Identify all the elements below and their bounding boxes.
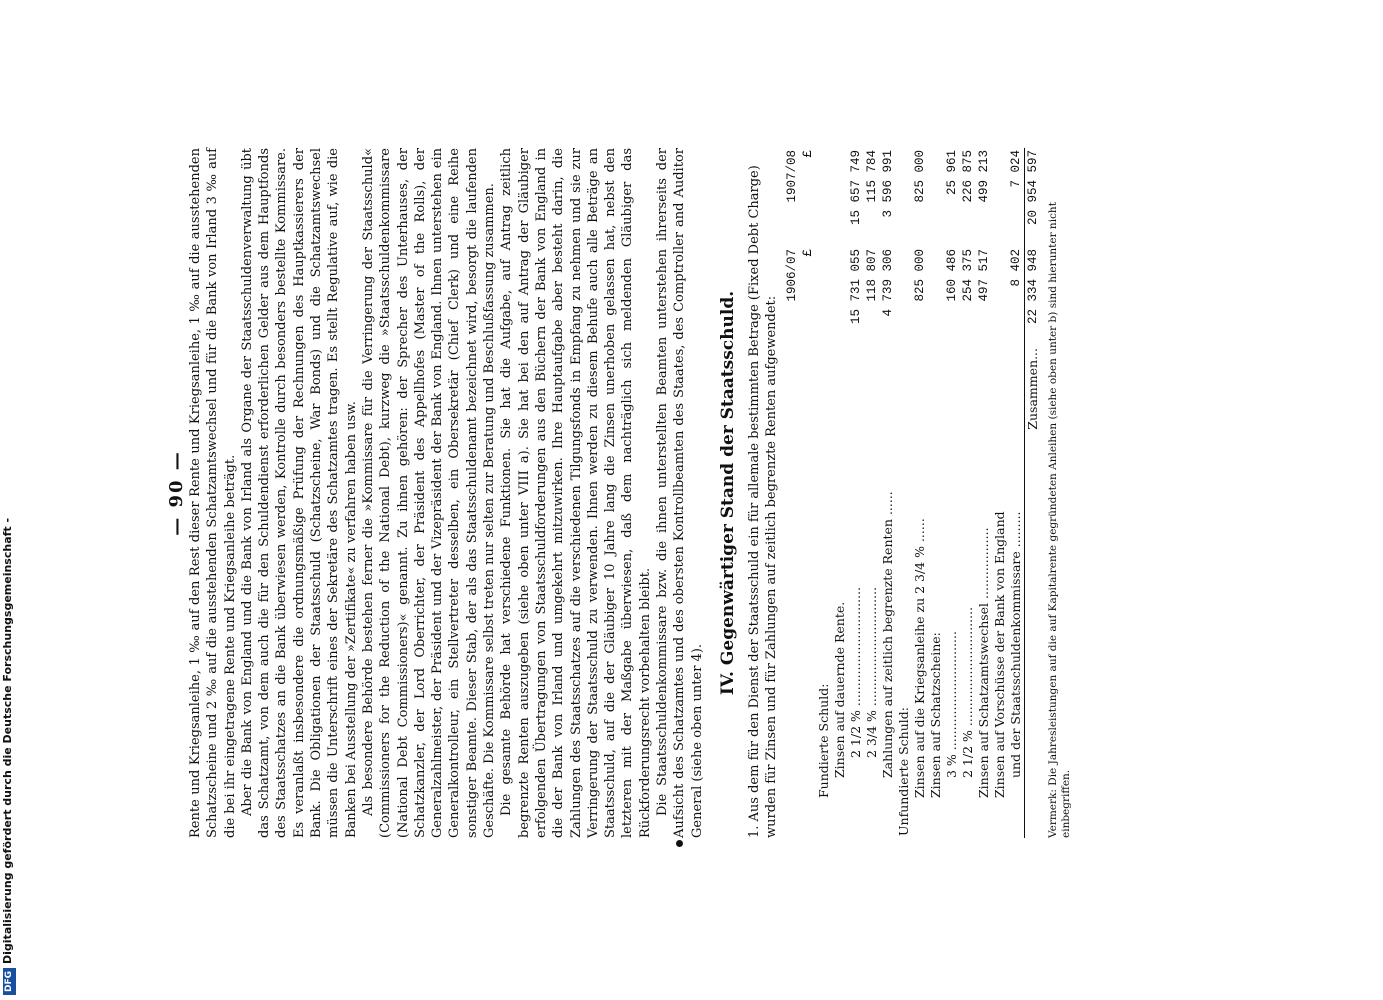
row-label: 2 3/4 % .............................. — [863, 586, 879, 758]
paragraph-2: Aber die Bank von England und die Bank von Irland als Organe der Staatsschuldenverwaltung übt das Schatzamt, von dem auch die für den Schuldendienst erforderlichen Gelder aus dem Hauptfonds des Staatsschatzes an die Bank überwiesen werden, Kontrolle durch besonders bestellte Kommissare. Es veranlaßt insbesondere die ordnungsmäßige Prüfung der Rechnungen des Hauptkassierers der Bank. Die Obligationen der Staatsschuld (Schatzscheine, War Bonds) und die Schatzamtswechsel müssen die Unterschrift eines der Sekretäre des Schatzamtes tragen. Es stellt Regulative auf, wie die Banken bei Ausstellung der »Zertifikate« zu verfahren haben usw. — [239, 148, 359, 838]
dfg-credit-line: DFGDigitalisierung gefördert durch die Deutsche Forschungsgemeinschaft - — [1, 595, 15, 995]
row-label: Zinsen auf dauernde Rente. — [831, 601, 847, 778]
row-value-b — [992, 148, 1008, 247]
row-value-b: 25 961 — [944, 150, 959, 196]
col-year-b: 1907/08 — [784, 150, 799, 203]
table-row — [960, 148, 976, 838]
table-total-row — [1024, 148, 1041, 838]
dfg-logo-icon: DFG — [3, 968, 16, 995]
table-row — [944, 148, 960, 838]
table-row — [848, 148, 864, 838]
table-row — [832, 148, 848, 838]
row-label: Fundierte Schuld: — [815, 683, 831, 798]
total-a: 22 334 948 — [1024, 247, 1041, 346]
row-label: 3 % .............................. — [943, 631, 959, 778]
row-label: 2 1/2 % .............................. — [959, 606, 975, 778]
row-value-b — [928, 148, 944, 247]
section-heading: IV. Gegenwärtiger Stand der Staatsschuld. — [717, 290, 738, 696]
paragraph-3: Als besondere Behörde bestehen ferner die »Kommissare für die Verringerung der Staatsschuld« (Commissioners for the Reduction of the National Debt), kurzweg die »Staatsschuldenkommissare (National Debt Commissioners)« genannt. Zu ihnen gehören: der Sprecher des Unterhauses, der Schatzkanzler, der Lord Oberrichter, der Präsident des Appellhofes (Master of the Rolls), der Generalzahlmeister, der Präsident und der Vizepräsident der Bank von England. Ihnen unterstehen ein Generalkontrolleur, ein Stellvertreter desselben, ein Obersekretär (Chief Clerk) und eine Reihe sonstiger Beamte. Dieser Stab, der als das Staatsschuldenamt bezeichnet wird, besorgt die laufenden Geschäfte. Die Kommissare selbst treten nur selten zur Beratung und Beschlußfassung zusammen. — [360, 148, 498, 838]
row-value-a: 118 807 — [864, 249, 879, 302]
row-value-a: 8 402 — [1008, 249, 1023, 287]
row-value-a: 15 731 055 — [848, 249, 863, 325]
col-year-a: 1906/07 — [784, 249, 799, 302]
table-row — [896, 148, 912, 838]
total-b: 20 954 597 — [1024, 148, 1041, 247]
row-label: und der Staatsschuldenkommissare ......... — [1007, 511, 1023, 778]
row-label: Zinsen auf die Kriegsanleihe zu 2 3/4 % ...... — [911, 518, 927, 798]
debt-table — [784, 148, 1041, 838]
table-row — [976, 148, 992, 838]
row-value-b: 3 596 991 — [880, 150, 895, 218]
table-row — [928, 148, 944, 838]
row-label: Zinsen auf Schatzscheine: — [927, 632, 943, 798]
paragraph-1: Rente und Kriegsanleihe, 1 ‰ auf den Rest dieser Rente und Kriegsanleihe, 1 ‰ auf die ausstehenden Schatzscheine und 2 ‰ auf die ausstehenden Schatzamtswechsel und für die Bank von Irland 3 ‰ auf die bei ihr eingetragene Rente und Kriegsanleihe beträgt. — [188, 148, 238, 838]
row-value-b — [816, 148, 832, 247]
row-value-a — [928, 247, 944, 346]
sidebar-credit — [0, 0, 16, 1000]
row-label: 2 1/2 % .............................. — [847, 586, 863, 758]
total-label: Zusammen... — [1024, 346, 1041, 838]
row-value-a: 160 486 — [944, 249, 959, 302]
row-value-b: 115 784 — [864, 150, 879, 203]
table-header-units — [800, 148, 816, 838]
row-value-b — [896, 148, 912, 247]
credit-text: Digitalisierung gefördert durch die Deutsche Forschungsgemeinschaft — [1, 526, 14, 964]
row-value-b: 825 000 — [912, 150, 927, 203]
paragraph-4: Die gesamte Behörde hat verschiedene Funktionen. Sie hat die Aufgabe, auf Antrag zeitlich begrenzte Renten auszugeben (siehe oben unter VIII a). Sie hat bei den auf Antrag der Gläubiger erfolgenden Übertragungen von Staatsschuldforderungen aus den Büchern der Bank von England in die der Bank von Irland und umgekehrt mitzuwirken. Ihre Hauptaufgabe aber besteht darin, die Zahlungen des Staatsschatzes auf die verschiedenen Tilgungsfonds in Empfang zu nehmen und sie zur Verringerung der Staatsschuld zu verwenden. Ihnen werden zu diesem Behufe auch alle Beträge an Staatsschuld, auf die der Gläubiger 10 Jahre lang die Zinsen unerhoben gelassen hat, nebst den letzteren mit der Maßgabe überwiesen, daß dem nachträglich sich meldenden Gläubiger das Rückforderungsrecht vorbehalten bleibt. — [499, 148, 653, 838]
row-value-b: 15 657 749 — [848, 150, 863, 226]
row-label: Zahlungen auf zeitlich begrenzte Renten ...... — [879, 491, 895, 778]
row-label: Unfundierte Schuld: — [895, 707, 911, 836]
row-value-b: 7 024 — [1008, 150, 1023, 188]
row-value-b: 226 875 — [960, 150, 975, 203]
row-value-a: 497 517 — [976, 249, 991, 302]
row-value-a — [992, 247, 1008, 346]
scan-speck — [676, 840, 683, 847]
row-value-b — [832, 148, 848, 247]
col-unit-b: £ — [800, 150, 815, 158]
col-unit-a: £ — [800, 249, 815, 257]
row-value-a — [896, 247, 912, 346]
row-label: Zinsen auf Schatzamtswechsel .................. — [975, 527, 991, 798]
table-row — [816, 148, 832, 838]
row-value-b: 499 213 — [976, 150, 991, 203]
row-value-a: 825 000 — [912, 249, 927, 302]
table-row — [912, 148, 928, 838]
row-value-a: 254 375 — [960, 249, 975, 302]
paragraph-5: Die Staatsschuldenkommissare bzw. die ihnen unterstellten Beamten unterstehen ihrerseits der Aufsicht des Schatzamtes und des obersten Kontrollbeamten des Staates, des Comptroller and Auditor General (siehe oben unter 4). — [655, 148, 705, 838]
table-row — [992, 148, 1008, 838]
table-row — [880, 148, 896, 838]
row-label: Zinsen auf Vorschüsse der Bank von England — [991, 511, 1007, 798]
row-value-a: 4 739 306 — [880, 249, 895, 317]
table-header-years — [784, 148, 800, 838]
document-page — [166, 148, 1230, 838]
row-value-a — [816, 247, 832, 346]
table-row — [864, 148, 880, 838]
section-intro: 1. Aus dem für den Dienst der Staatsschuld ein für allemale bestimmten Betrage (Fixed Debt Charge) wurden für Zinsen und für Zahlungen auf zeitlich begrenzte Renten aufgewendet: — [746, 165, 779, 838]
row-value-a — [832, 247, 848, 346]
page-number: — 90 — — [166, 450, 187, 536]
footnote: Vermerk: Die Jahresleistungen auf die auf Kapitalrente gegründeten Anleihen (siehe oben unter b) sind hierunter nicht einbegriffen. — [1046, 202, 1072, 838]
table-row — [1008, 148, 1025, 838]
